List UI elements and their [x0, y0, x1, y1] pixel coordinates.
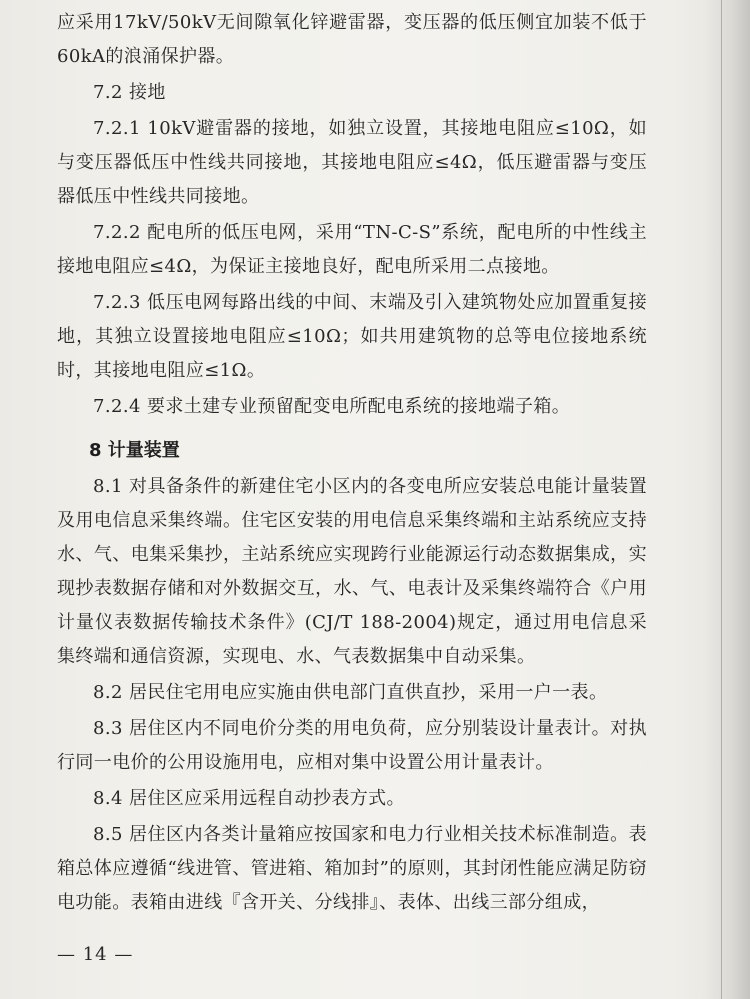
paragraph-8-1: 8.1 对具备条件的新建住宅小区内的各变电所应安装总电能计量装置及用电信息采集终端。住宅区安装的用电信息采集终端和主站系统应支持水、气、电集采集抄，主站系统应实现跨行业能源运行动态数据集成，实现抄表数据存储和对外数据交互，水、气、电表计及采集终端符合《户用计量仪表数据传输技术条件》(CJ/T 188-2004)规定，通过用电信息采集终端和通信资源，实现电、水、气表数据集中自动采集。 [57, 476, 647, 667]
paragraph-8-4: 8.4 居住区应采用远程自动抄表方式。 [93, 788, 405, 809]
paragraph-7-2-4: 7.2.4 要求土建专业预留配变电所配电系统的接地端子箱。 [93, 396, 571, 417]
paragraph-7-2-2: 7.2.2 配电所的低压电网，采用“TN-C-S”系统，配电所的中性线主接地电阻应≤4Ω，为保证主接地良好，配电所采用二点接地。 [57, 222, 647, 277]
paragraph-8-5: 8.5 居住区内各类计量箱应按国家和电力行业相关技术标准制造。表箱总体应遵循“线进管、管进箱、箱加封”的原则，其封闭性能应满足防窃电功能。表箱由进线『含开关、分线排』、表体、出线三部分组成， [57, 824, 647, 913]
paragraph-7-1-continued: 应采用17kV/50kV无间隙氧化锌避雷器，变压器的低压侧宜加装不低于60kA的浪涌保护器。 [57, 12, 647, 67]
heading-7-2: 7.2 接地 [93, 82, 166, 103]
paragraph-8-2: 8.2 居民住宅用电应实施由供电部门直供直抄，采用一户一表。 [93, 682, 608, 703]
paragraph-7-2-3: 7.2.3 低压电网每路出线的中间、末端及引入建筑物处应加置重复接地，其独立设置接地电阻应≤10Ω；如共用建筑物的总等电位接地系统时，其接地电阻应≤1Ω。 [57, 292, 647, 381]
page-edge-shadow [704, 0, 750, 999]
page-edge-line [721, 0, 722, 999]
section-heading-8: 8 计量装置 [89, 440, 180, 461]
paragraph-7-2-1: 7.2.1 10kV避雷器的接地，如独立设置，其接地电阻应≤10Ω，如与变压器低压中性线共同接地，其接地电阻应≤4Ω，低压避雷器与变压器低压中性线共同接地。 [57, 118, 647, 207]
document-body [57, 6, 647, 922]
page-number: — 14 — [57, 944, 134, 965]
paragraph-8-3: 8.3 居住区内不同电价分类的用电负荷，应分别装设计量表计。对执行同一电价的公用设施用电，应相对集中设置公用计量表计。 [57, 718, 647, 773]
